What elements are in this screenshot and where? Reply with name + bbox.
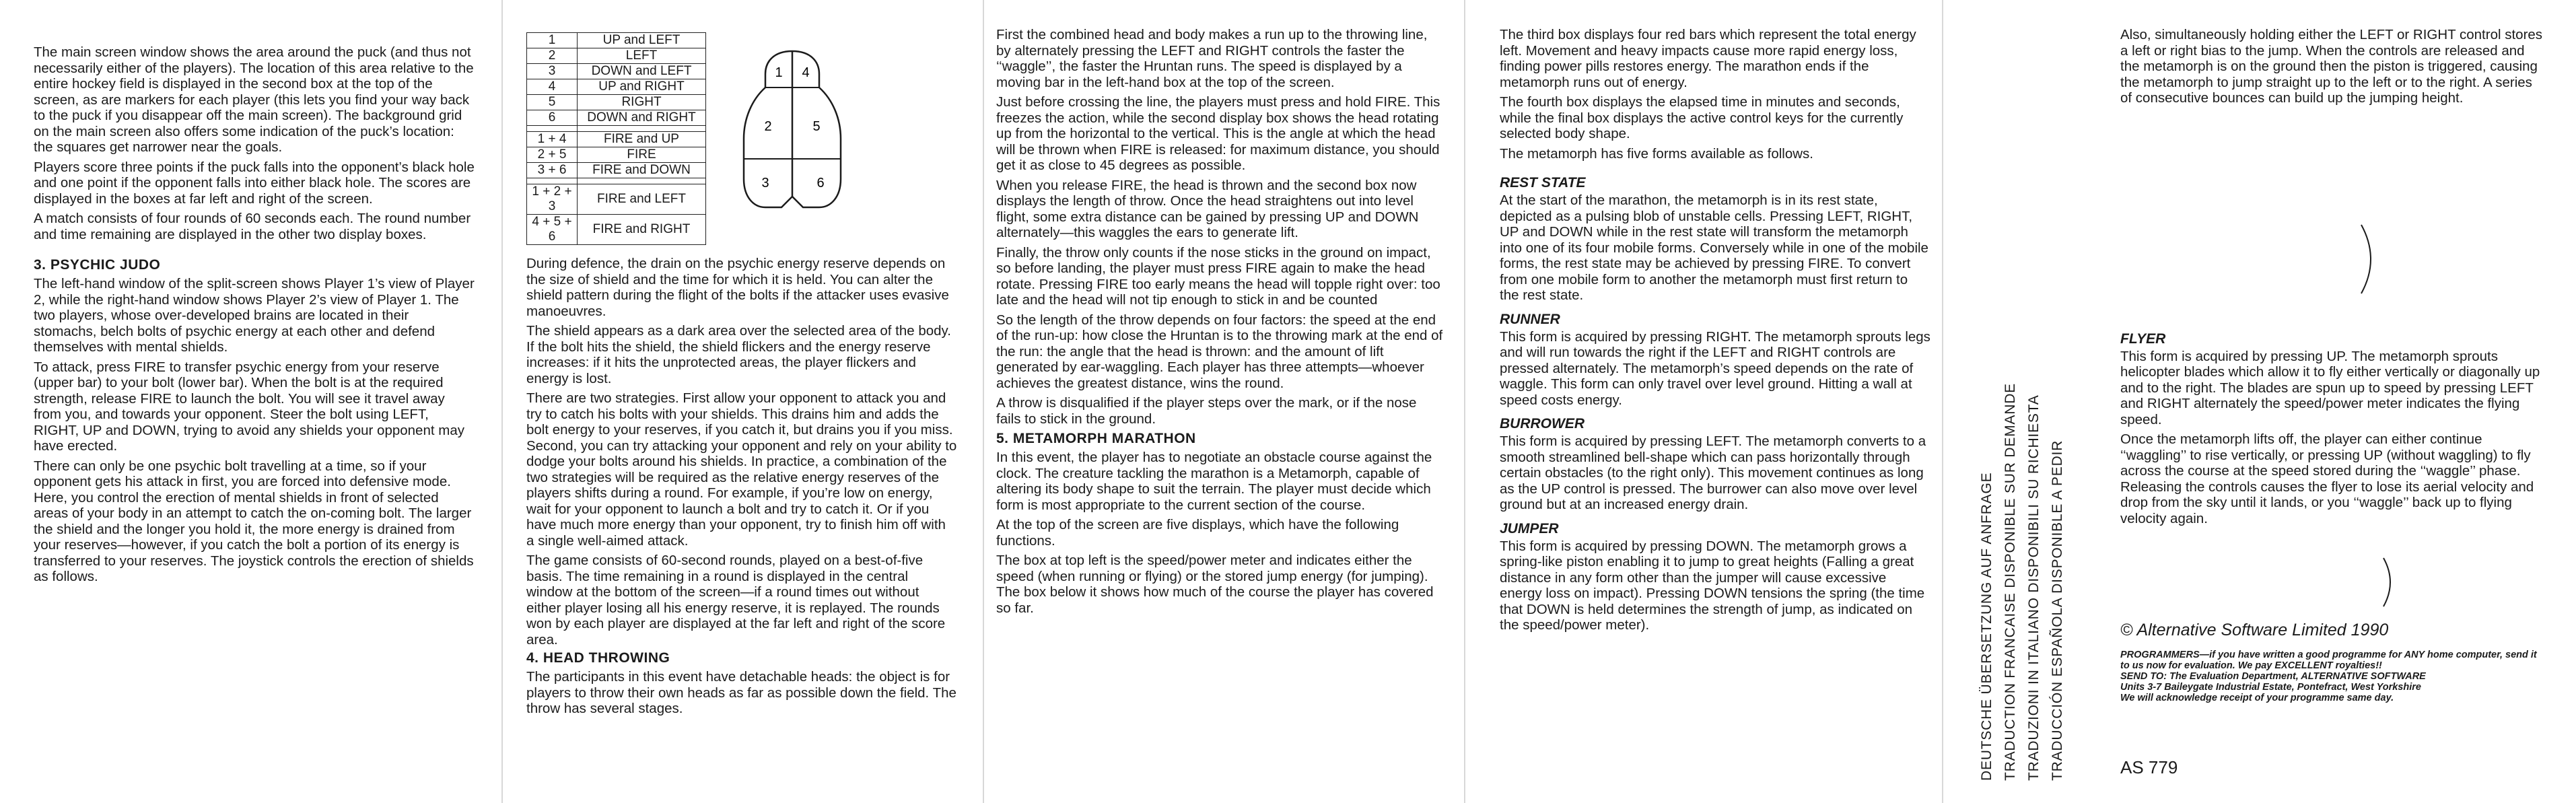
paragraph: To attack, press FIRE to transfer psychic energy from your reserve (upper bar) to your bolt (lower bar). When the bolt is at the required strength, release FIRE to launch the bolt. You will see it travel away from you, and towards your opponent. Steer the bolt using LEFT, RIGHT, UP and DOWN, trying to avoid any shields your opponent may have erected.: [34, 359, 464, 454]
paragraph: Also, simultaneously holding either the LEFT or RIGHT control stores a left or right bias to the jump. When the controls are released and the metamorph is on the ground then the piston is triggered, causing the metamorph to jump straight up to the left or to the right. A series of consecutive bounces can build up the jumping height.: [2120, 27, 2543, 106]
fold-line: [983, 0, 984, 803]
paragraph: This form is acquired by pressing LEFT. The metamorph converts to a smooth streamlined bell-shape which can pass horizontally through certain obstacles (to the right only). This movement continues as long as the UP control is pressed. The burrower can also move over level ground but at an increased energy drain.: [1500, 433, 1926, 512]
fold-line: [501, 0, 503, 803]
form-heading: RUNNER: [1500, 311, 1560, 327]
paragraph: There are two strategies. First allow your opponent to attack you and try to catch his bolts with your shields. This drains him and adds the bolt energy to your reserves, if you catch it, but drains you if you miss. Second, you can try attacking your opponent and rely on your ability to dodge your bolts around his shields. In practice, a combination of the two strategies will be required as the relative energy reserves of the players shifts during a round. For example, if you’re low on energy, wait for your opponent to launch a bolt and try to catch it. Or if you have much more energy than your opponent, try to finish him off with a single well-aimed attack.: [526, 390, 957, 549]
section-heading: 4. HEAD THROWING: [526, 650, 670, 666]
control-cell: UP and RIGHT: [578, 79, 706, 95]
copyright: © Alternative Software Limited 1990: [2120, 621, 2389, 639]
zone-number-cell: 4 + 5 + 6: [527, 215, 578, 245]
translation-notice-es: TRADUCCIÓN ESPAÑOLA DISPONIBLE A PEDIR: [2050, 440, 2065, 781]
shield-controls: [526, 32, 957, 245]
zone-number-cell: 1: [527, 33, 578, 48]
table-row: [527, 79, 706, 95]
paragraph: The participants in this event have detachable heads: the object is for players to throw their own heads as far as possible down the field. The throw has several stages.: [526, 669, 956, 716]
column-1: [34, 0, 475, 803]
control-cell: FIRE and RIGHT: [578, 215, 706, 245]
paragraph: This form is acquired by pressing RIGHT. The metamorph sprouts legs and will run towards the right if the LEFT and RIGHT controls are pressed alternately. The metamorph’s speed depends on the rate of waggle. This form can only travel over level ground. Hitting a wall at speed costs energy.: [1500, 328, 1930, 408]
table-row: [527, 163, 706, 178]
address-line: SEND TO: The Evaluation Department, ALTERNATIVE SOFTWARE: [2120, 671, 2426, 682]
address-line: Units 3-7 Baileygate Industrial Estate, Pontefract, West Yorkshire: [2120, 682, 2421, 693]
acknowledgement-line: We will acknowledge receipt of your programme same day.: [2120, 693, 2394, 703]
paragraph: The main screen window shows the area around the puck (and thus not necessarily either of the players). The location of this area relative to the entire hockey field is displayed in the second box at the top of the screen, as are markers for each player (this lets you find your way back to the puck if you disappear off the main screen). The background grid on the main screen also offers some indication of the puck’s location: the squares get narrower near the goals.: [34, 44, 474, 155]
paragraph: The left-hand window of the split-screen shows Player 1’s view of Player 2, while the right-hand window shows Player 2’s view of Player 1. The two players, whose over-developed brains are located in their stomachs, belch bolts of psychic energy at each other and defend themselves with mental shields.: [34, 276, 475, 355]
table-spacer: [527, 178, 706, 184]
paragraph: Once the metamorph lifts off, the player can either continue ‘‘waggling’’ to rise vertically, or pressing UP (without waggling) to fly across the course at the speed stored during the ‘‘waggle’’ phase. Releasing the controls causes the flyer to lose its aerial velocity and drop from the sky until it lands, or you ‘‘waggle’’ back up to flying velocity again.: [2120, 431, 2534, 526]
zone-label: 2: [764, 119, 772, 134]
section-heading: 5. METAMORPH MARATHON: [996, 431, 1196, 446]
paragraph: When you release FIRE, the head is thrown and the second box now displays the length of throw. Once the head straightens out into level flight, some extra distance can be gained by pressing UP and DOWN alternately—this waggles the ears to generate lift.: [996, 177, 1419, 240]
control-cell: UP and LEFT: [578, 33, 706, 48]
control-cell: DOWN and RIGHT: [578, 110, 706, 126]
zone-label: 3: [761, 176, 769, 190]
zone-number-cell: 3: [527, 64, 578, 79]
paragraph: During defence, the drain on the psychic energy reserve depends on the size of shield and the time for which it is held. You can alter the shield pattern during the flight of the bolts if the attacker uses evasive manoeuvres.: [526, 256, 949, 319]
translation-notice-de: DEUTSCHE ÜBERSETZUNG AUF ANFRAGE: [1979, 472, 1994, 781]
form-heading: REST STATE: [1500, 175, 1586, 190]
table-row: [527, 215, 706, 245]
table-row: [527, 110, 706, 126]
paragraph: There can only be one psychic bolt travelling at a time, so if your opponent gets his attack in first, you are forced into defensive mode. Here, you control the erection of mental shields in front of selected areas of your body in an attempt to catch the on-coming bolt. The larger the shield and the longer you hold it, the more energy is drained from your reserves—however, if you catch the bolt a portion of its energy is transferred to your reserves. The joystick controls the erection of shields as follows.: [34, 458, 474, 584]
control-cell: LEFT: [578, 48, 706, 64]
column-3: [996, 0, 1444, 803]
paragraph: The box at top left is the speed/power meter and indicates either the speed (when running or flying) or the stored jump energy (for jumping). The box below it shows how much of the course the player has covered so far.: [996, 553, 1434, 616]
form-heading: BURROWER: [1500, 416, 1585, 431]
paragraph: At the top of the screen are five displays, which have the following functions.: [996, 517, 1399, 549]
control-cell: DOWN and LEFT: [578, 64, 706, 79]
paragraph: This form is acquired by pressing UP. The metamorph sprouts helicopter blades which allow it to fly either vertically or diagonally up and to the right. The blades are spun up to speed by pressing LEFT and RIGHT alternately the speed/power meter indicates the flying speed.: [2120, 348, 2540, 427]
translation-notice-fr: TRADUCTION FRANCAISE DISPONIBLE SUR DEMANDE: [2003, 383, 2018, 781]
table-row: [527, 33, 706, 48]
zone-number-cell: 5: [527, 95, 578, 110]
table-spacer: [527, 126, 706, 132]
fold-line: [1942, 0, 1943, 803]
control-cell: FIRE and DOWN: [578, 163, 706, 178]
paragraph: This form is acquired by pressing DOWN. The metamorph grows a spring-like piston enabling it to jump to great heights (Falling a great distance in any form other than the jumper will cause excessive energy loss on impact). Pressing DOWN tensions the spring (the time that DOWN is held determines the strength of jump, as indicated on the speed/power meter).: [1500, 538, 1925, 633]
product-code: AS 779: [2120, 757, 2178, 777]
paragraph: Just before crossing the line, the players must press and hold FIRE. This freezes the action, while the second display box shows the head rotating up from the horizontal to the vertical. This is the angle at which the head will be thrown when FIRE is released: for maximum distance, you should get it as close to 45 degrees as possible.: [996, 94, 1440, 173]
paragraph: At the start of the marathon, the metamorph is in its rest state, depicted as a pulsing blob of unstable cells. Pressing LEFT, RIGHT, UP and DOWN while in the rest state will transform the metamorph into one of its four mobile forms. Conversely while in one of the mobile forms, the rest state may be achieved by pressing FIRE. To convert from one mobile form to another the metamorph must first return to the rest state.: [1500, 193, 1928, 303]
zone-number-cell: 2 + 5: [527, 147, 578, 163]
zone-number-cell: 1 + 2 + 3: [527, 184, 578, 215]
column-5: [2120, 0, 2544, 803]
zone-label: 4: [802, 65, 810, 80]
paragraph: So the length of the throw depends on four factors: the speed at the end of the run-up: how close the Hruntan is to the throwing mark at the end of the run: the angle that the head is thrown: and the amount of lift generated by ear-waggling. Each player has three attempts—whoever achieves the greatest distance, wins the round.: [996, 312, 1443, 391]
control-cell: FIRE: [578, 147, 706, 163]
zone-label: 5: [812, 119, 821, 134]
table-row: [527, 48, 706, 64]
control-cell: RIGHT: [578, 95, 706, 110]
form-heading: FLYER: [2120, 330, 2166, 347]
table-row: [527, 147, 706, 163]
zone-label: 1: [775, 65, 783, 80]
paragraph: First the combined head and body makes a run up to the throwing line, by alternately pressing the LEFT and RIGHT controls the faster the ‘‘waggle’’, the faster the Hruntan runs. The speed is displayed by a moving bar in the left-hand box at the top of the screen.: [996, 27, 1428, 90]
zone-number-cell: 1 + 4: [527, 132, 578, 147]
table-row: [527, 184, 706, 215]
column-2: [526, 0, 957, 803]
paragraph: In this event, the player has to negotiate an obstacle course against the clock. The creature tackling the marathon is a Metamorph, capable of altering its body shape to suit the terrain. The player must decide which form is most appropriate to the current section of the course.: [996, 450, 1432, 513]
zone-number-cell: 2: [527, 48, 578, 64]
table-row: [527, 95, 706, 110]
table-row: [527, 64, 706, 79]
paragraph: A match consists of four rounds of 60 seconds each. The round number and time remaining are displayed in the other two display boxes.: [34, 211, 471, 242]
fold-line: [1464, 0, 1465, 803]
zone-number-cell: 3 + 6: [527, 163, 578, 178]
zone-number-cell: 6: [527, 110, 578, 126]
body-zones-diagram: [738, 38, 846, 213]
paragraph: Finally, the throw only counts if the nose sticks in the ground on impact, so before landing, the player must press FIRE again to make the head rotate. Pressing FIRE too early means the head will topple right over: too late and the head will not tip enough to stick in and be counted: [996, 244, 1440, 308]
control-cell: FIRE and UP: [578, 132, 706, 147]
paragraph: The shield appears as a dark area over the selected area of the body. If the bolt hits the shield, the shield flickers and the energy reserve increases: if it hits the unprotected areas, the player flickers and energy is lost.: [526, 323, 951, 386]
paragraph: A throw is disqualified if the player steps over the mark, or if the nose fails to stick in the ground.: [996, 395, 1417, 427]
section-heading: 3. PSYCHIC JUDO: [34, 257, 161, 273]
paragraph: The metamorph has five forms available as follows.: [1500, 145, 1814, 162]
paragraph: The fourth box displays the elapsed time in minutes and seconds, while the final box displays the active control keys for the currently selected body shape.: [1500, 94, 1904, 141]
paragraph: Players score three points if the puck falls into the opponent’s black hole and one point if the opponent falls into either black hole. The scores are displayed in the boxes at far left and right of the screen.: [34, 159, 475, 207]
programmers-notice: PROGRAMMERS—if you have written a good programme for ANY home computer, send it to us now for evaluation. We pay EXCELLENT royalties!!: [2120, 650, 2537, 671]
table-row: [527, 132, 706, 147]
paragraph: The third box displays four red bars which represent the total energy left. Movement and heavy impacts cause more rapid energy loss, finding power pills restores energy. The marathon ends if the metamorph runs out of energy.: [1500, 27, 1916, 90]
control-cell: FIRE and LEFT: [578, 184, 706, 215]
paragraph: The game consists of 60-second rounds, played on a best-of-five basis. The time remaining in a round is displayed in the central window at the bottom of the screen—if a round times out without either player losing all his energy reserve, it is replayed. The rounds won by each player are displayed at the far left and right of the score area.: [526, 553, 946, 648]
shield-control-table: [526, 32, 706, 245]
zone-label: 6: [816, 176, 825, 190]
column-4: [1500, 0, 1930, 803]
zone-number-cell: 4: [527, 79, 578, 95]
form-heading: JUMPER: [1500, 520, 1559, 536]
translation-notice-it: TRADUZIONI IN ITALIANO DISPONIBILI SU RICHIESTA: [2026, 394, 2042, 781]
